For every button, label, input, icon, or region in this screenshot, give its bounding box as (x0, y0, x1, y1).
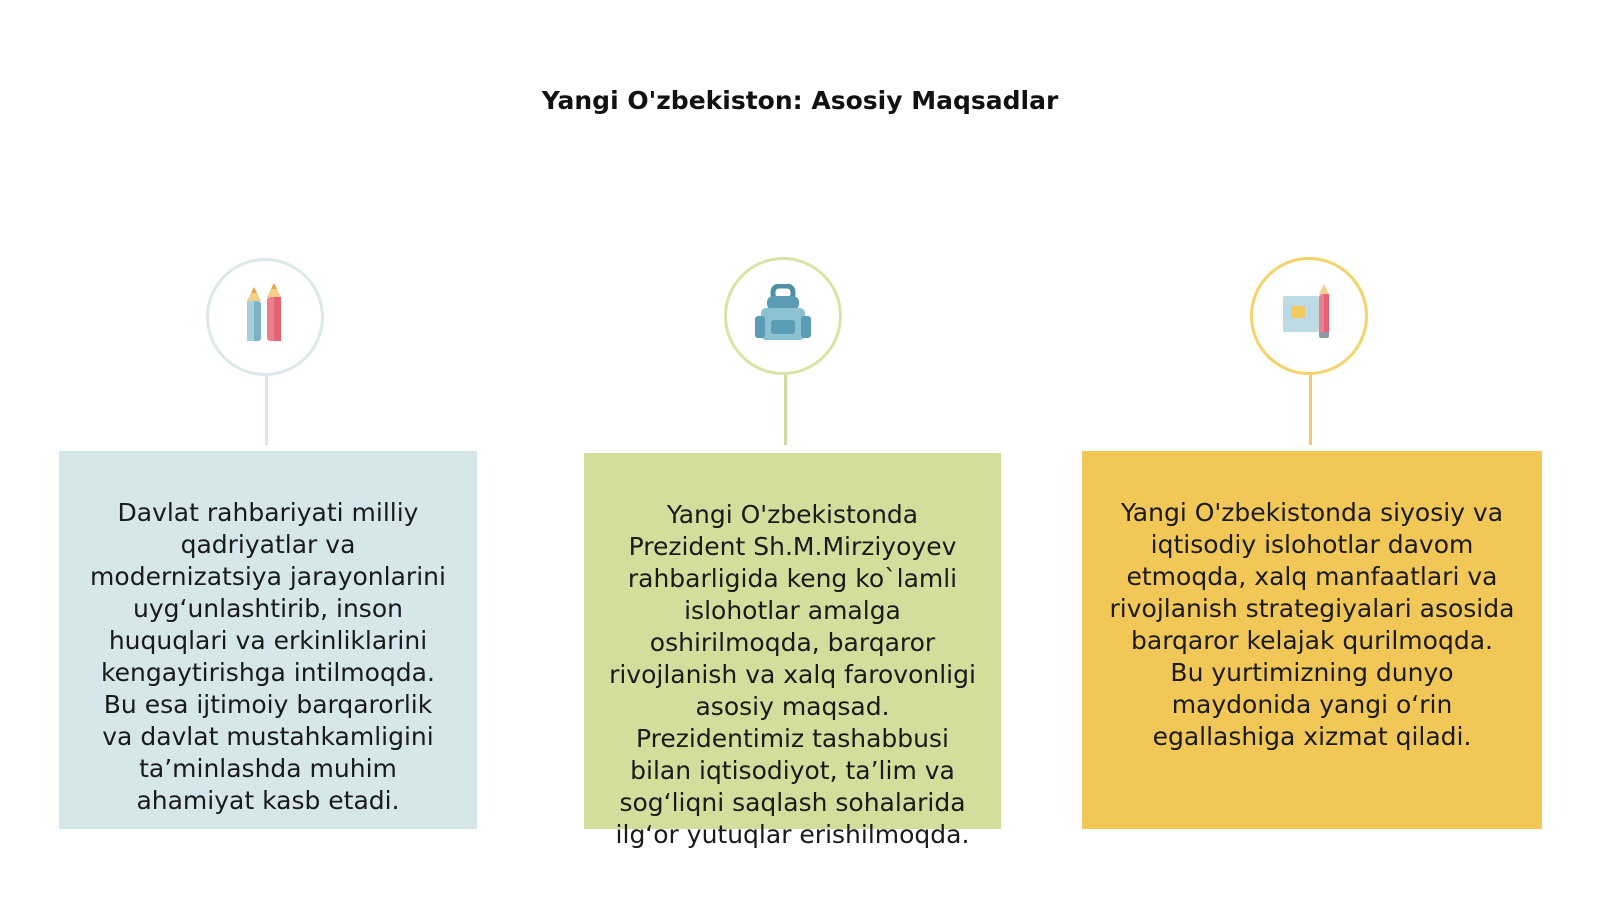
connector-line-2 (784, 375, 787, 445)
connector-line-1 (265, 375, 268, 445)
card-1-text: Davlat rahbariyati milliy qadriyatlar va modernizatsiya jarayonlarini uyg‘unlashtirib, inson huquqlari va erkinliklarini kengaytirishga intilmoqda. Bu esa ijtimoiy barqarorlik va davlat mustahkamligini ta’minlashda muhim ahamiyat kasb etadi. (90, 498, 446, 815)
icon-circle-1 (206, 258, 324, 376)
card-1 (59, 451, 477, 829)
card-3 (1082, 451, 1542, 829)
backpack-icon (753, 284, 813, 349)
icon-circle-2 (724, 257, 842, 375)
page-title: Yangi O'zbekiston: Asosiy Maqsadlar (541, 86, 1059, 115)
drawing-pencil-icon (1279, 284, 1339, 349)
pencils-icon (237, 283, 293, 352)
card-2 (584, 453, 1001, 849)
card-2-text: Yangi O'zbekistonda Prezident Sh.M.Mirziyoyev rahbarligida keng ko`lamli islohotlar amalga oshirilmoqda, barqaror rivojlanish va xalq farovonligi asosiy maqsad. Prezidentimiz tashabbusi bilan iqtisodiyot, ta’lim va sog‘liqni saqlash sohalarida ilg‘or yutuqlar erishilmoqda. (609, 500, 976, 849)
icon-circle-3 (1250, 257, 1368, 375)
card-3-text: Yangi O'zbekistonda siyosiy va iqtisodiy islohotlar davom etmoqda, xalq manfaatlari va rivojlanish strategiyalari asosida barqaror kelajak qurilmoqda. Bu yurtimizning dunyo maydonida yangi o‘rin egallashiga xizmat qiladi. (1109, 498, 1515, 751)
connector-line-3 (1309, 375, 1312, 445)
